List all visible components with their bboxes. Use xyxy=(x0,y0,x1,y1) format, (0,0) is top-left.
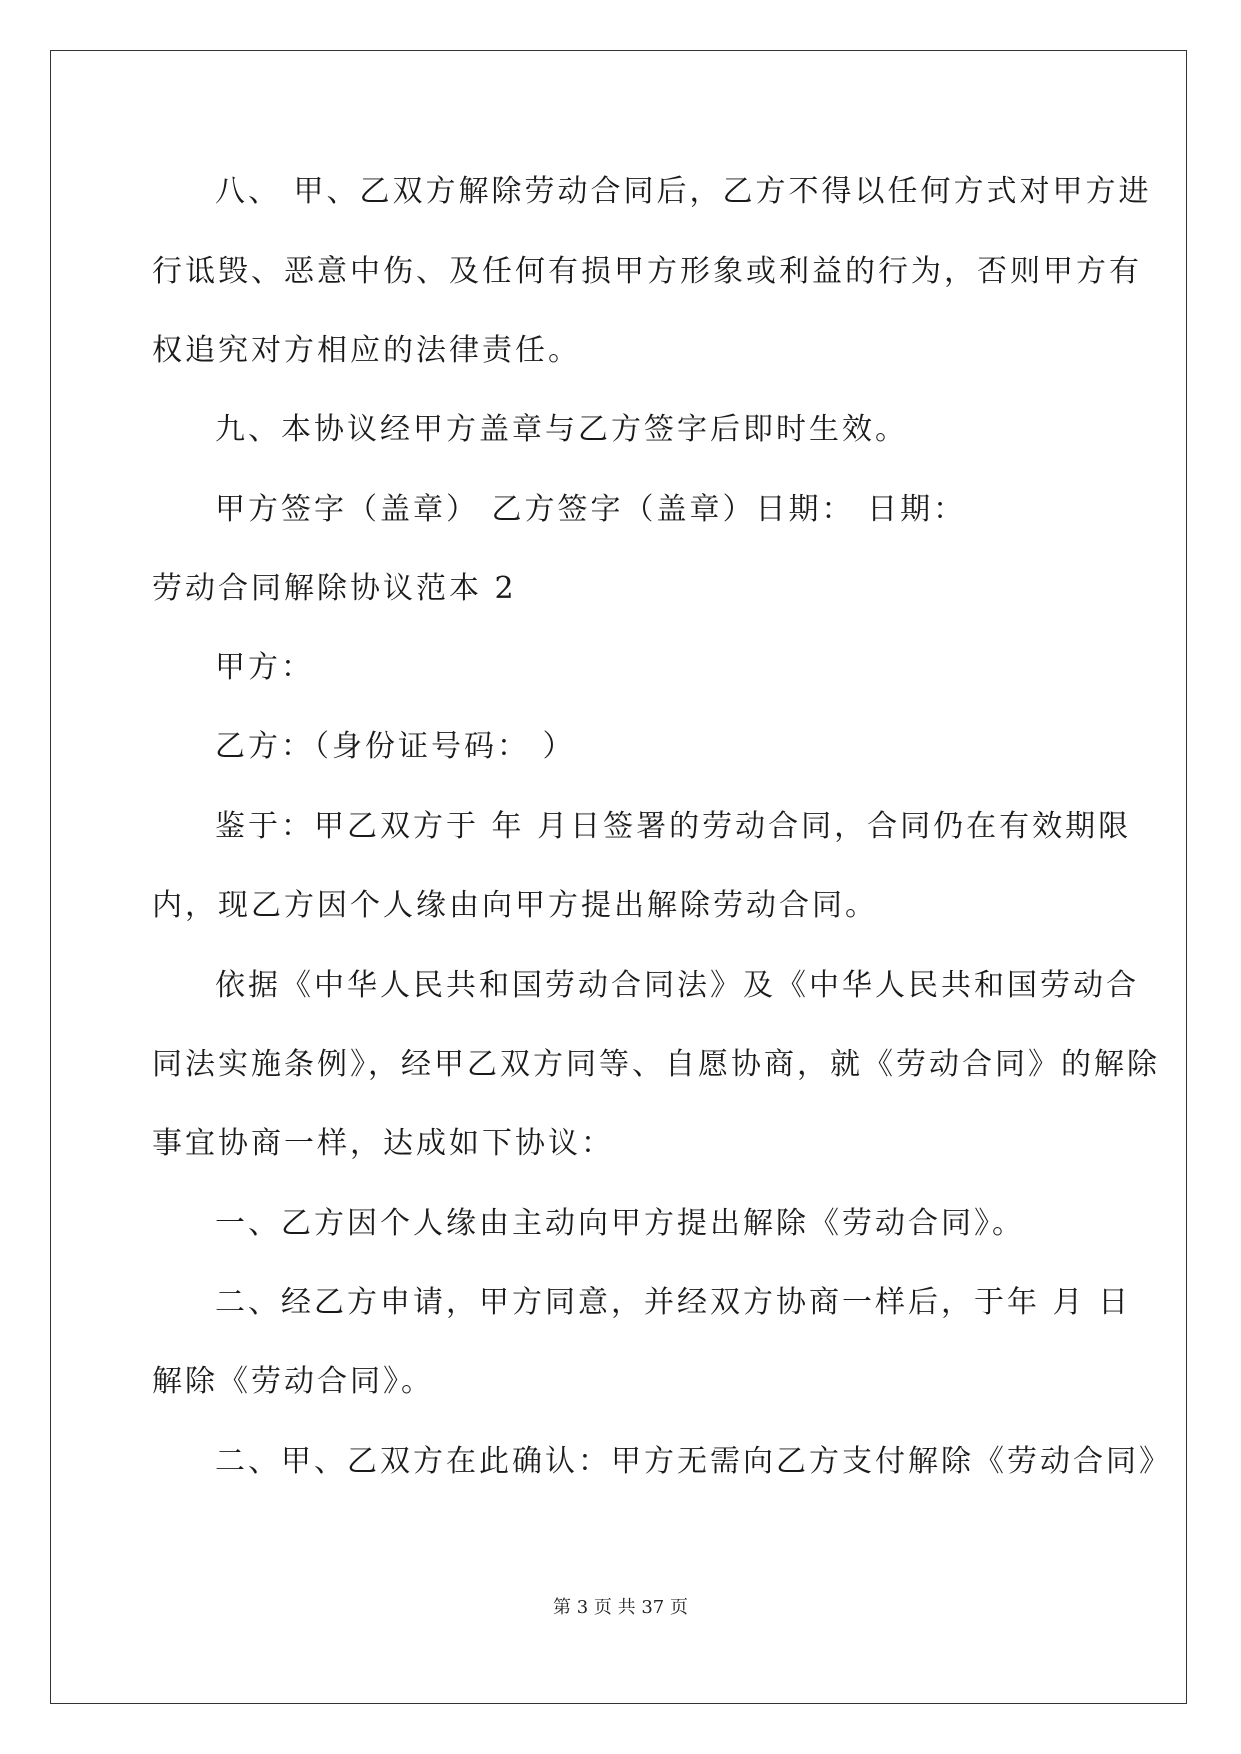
clause-8-line-2: 行诋毁、恶意中伤、及任何有损甲方形象或利益的行为，否则甲方有 xyxy=(152,254,1142,289)
clause-2-line-1: 二、经乙方申请，甲方同意，并经双方协商一样后，于年 月 日 xyxy=(215,1285,1132,1320)
clause-8-line-1: 八、 甲、乙双方解除劳动合同后，乙方不得以任何方式对甲方进 xyxy=(215,174,1152,209)
whereas-line-2: 内，现乙方因个人缘由向甲方提出解除劳动合同。 xyxy=(152,888,878,923)
clause-1: 一、乙方因个人缘由主动向甲方提出解除《劳动合同》。 xyxy=(215,1206,1025,1241)
party-a: 甲方： xyxy=(215,650,314,685)
page-number-footer: 第 3 页 共 37 页 xyxy=(553,1597,688,1618)
clause-8-line-3: 权追究对方相应的法律责任。 xyxy=(152,333,581,368)
party-b: 乙方：（身份证号码： ） xyxy=(215,729,576,764)
basis-line-3: 事宜协商一样，达成如下协议： xyxy=(152,1126,614,1161)
signature-line: 甲方签字（盖章） 乙方签字（盖章）日期： 日期： xyxy=(215,492,967,527)
basis-line-2: 同法实施条例》，经甲乙双方同等、自愿协商，就《劳动合同》的解除 xyxy=(152,1047,1160,1082)
clause-2-line-2: 解除《劳动合同》。 xyxy=(152,1364,434,1399)
clause-2b-line-1: 二、甲、乙双方在此确认：甲方无需向乙方支付解除《劳动合同》 xyxy=(215,1444,1172,1479)
clause-9: 九、本协议经甲方盖章与乙方签字后即时生效。 xyxy=(215,412,908,447)
basis-line-1: 依据《中华人民共和国劳动合同法》及《中华人民共和国劳动合 xyxy=(215,968,1139,1003)
section-title: 劳动合同解除协议范本 2 xyxy=(152,571,517,606)
whereas-line-1: 鉴于：甲乙双方于 年 月日签署的劳动合同，合同仍在有效期限 xyxy=(215,809,1132,844)
